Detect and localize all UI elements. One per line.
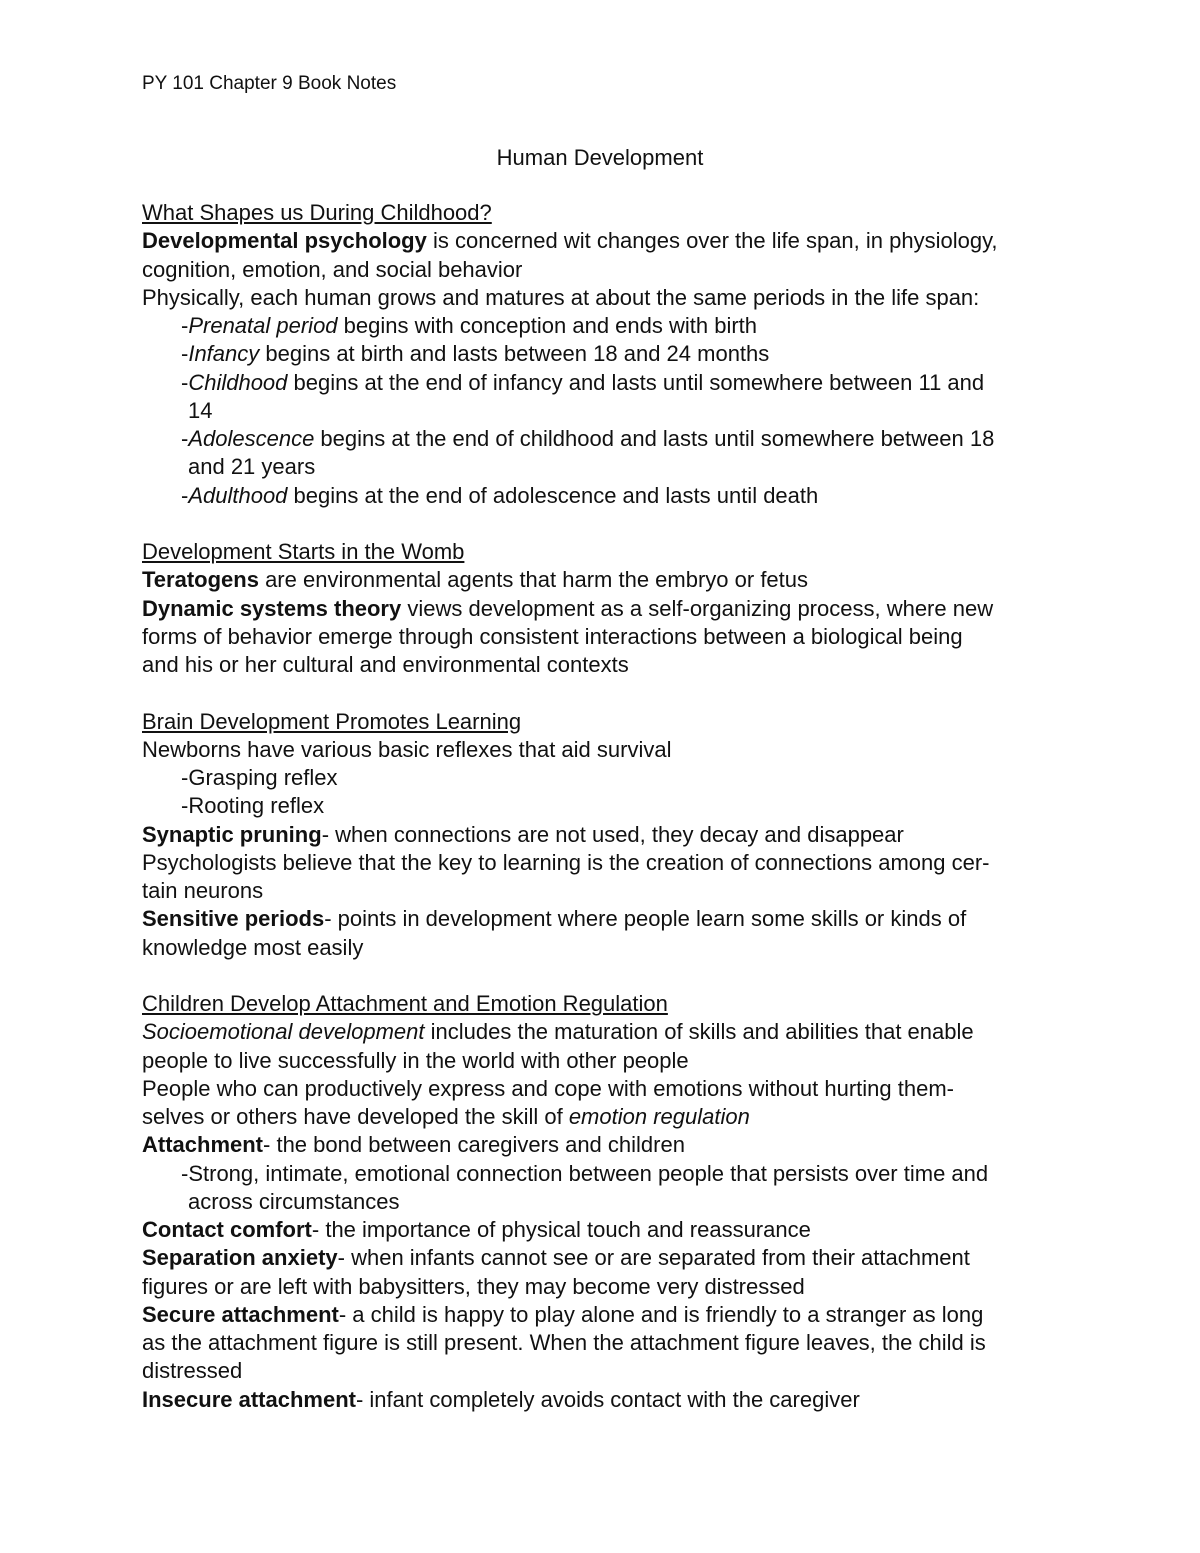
term-insecure-attachment: Insecure attachment	[142, 1386, 356, 1412]
paragraph-emotion-regulation	[142, 1103, 1072, 1131]
paragraph-secure-attachment	[142, 1301, 1072, 1329]
definition-text: begins at the end of adolescence and lasts until death	[287, 482, 819, 508]
term-developmental-psychology: Developmental psychology	[142, 228, 427, 254]
paragraph-contact-comfort	[142, 1216, 1072, 1244]
paragraph-teratogens	[142, 566, 1072, 594]
list-item-adolescence: -Adolescence begins at the end of childhood and lasts until somewhere between 18	[181, 426, 995, 451]
definition-text: - points in development where people learn some skills or kinds of	[324, 906, 967, 932]
term-socioemotional-development: Socioemotional development	[142, 1019, 425, 1045]
definition-text: includes the maturation of skills and abilities that enable	[424, 1019, 974, 1045]
text-line: distressed	[142, 1358, 243, 1384]
term-adolescence: Adolescence	[188, 426, 315, 451]
definition-text: - the bond between caregivers and children	[263, 1132, 685, 1158]
section-heading-attachment: Children Develop Attachment and Emotion Regulation	[142, 991, 668, 1016]
list-item-rooting: -Rooting reflex	[181, 793, 325, 819]
paragraph-dynamic-systems	[142, 595, 1072, 623]
paragraph-synaptic-pruning	[142, 821, 1072, 849]
text-line: Newborns have various basic reflexes that aid survival	[142, 736, 672, 762]
page-title: Human Development	[496, 145, 704, 170]
paragraph-socioemotional	[142, 1018, 1072, 1046]
term-teratogens: Teratogens	[142, 567, 259, 593]
paragraph-insecure-attachment	[142, 1386, 1072, 1414]
list-item-adulthood: -Adulthood begins at the end of adolescence and lasts until death	[181, 482, 819, 508]
paragraph-sensitive-periods	[142, 905, 1072, 933]
text-line: cognition, emotion, and social behavior	[142, 256, 523, 282]
term-infancy: Infancy	[188, 341, 260, 367]
list-item-strong-connection: -Strong, intimate, emotional connection between people that persists over time and	[181, 1160, 989, 1186]
definition-text: - a child is happy to play alone and is friendly to a stranger as long	[338, 1301, 984, 1327]
term-separation-anxiety: Separation anxiety	[142, 1245, 338, 1271]
text-line: Physically, each human grows and matures at about the same periods in the life span:	[142, 284, 980, 310]
paragraph-developmental-psychology	[142, 227, 1072, 255]
spacer	[142, 962, 1072, 990]
spacer	[142, 679, 1072, 707]
term-attachment: Attachment	[142, 1132, 264, 1158]
term-dynamic-systems-theory: Dynamic systems theory	[142, 595, 402, 621]
list-item-childhood: -Childhood begins at the end of infancy and lasts until somewhere between 11 and	[181, 369, 985, 395]
section-heading-childhood: What Shapes us During Childhood?	[142, 200, 492, 225]
list-item-infancy: -Infancy begins at birth and lasts between 18 and 24 months	[181, 341, 770, 367]
definition-text: is concerned wit changes over the life span, in physiology,	[426, 228, 998, 254]
text-line: knowledge most easily	[142, 934, 364, 960]
definition-text: begins at the end of childhood and lasts until somewhere between 18	[314, 426, 995, 451]
text-line: tain neurons	[142, 878, 264, 903]
definition-text: begins at the end of infancy and lasts until somewhere between 11 and	[287, 369, 985, 395]
page-header: PY 101 Chapter 9 Book Notes	[142, 73, 397, 94]
text-line: figures or are left with babysitters, they may become very distressed	[142, 1273, 805, 1299]
definition-text: - the importance of physical touch and reassurance	[311, 1217, 811, 1242]
paragraph-separation-anxiety	[142, 1244, 1072, 1272]
definition-text: are environmental agents that harm the embryo or fetus	[258, 567, 809, 593]
term-adulthood: Adulthood	[188, 482, 288, 508]
term-contact-comfort: Contact comfort	[142, 1217, 312, 1242]
text-line: and his or her cultural and environmental contexts	[142, 652, 629, 677]
section-heading-womb: Development Starts in the Womb	[142, 539, 465, 564]
text-line: forms of behavior emerge through consistent interactions between a biological being	[142, 623, 963, 649]
list-item-prenatal: -Prenatal period begins with conception and ends with birth	[181, 313, 758, 338]
term-secure-attachment: Secure attachment	[142, 1301, 339, 1327]
definition-text: begins at birth and lasts between 18 and 24 months	[259, 341, 770, 367]
paragraph-attachment	[142, 1131, 1072, 1159]
text-line: People who can productively express and cope with emotions without hurting them-	[142, 1075, 955, 1101]
text-line: 14	[188, 397, 213, 423]
definition-text: selves or others have developed the skill of	[142, 1104, 569, 1129]
spacer	[142, 510, 1072, 538]
definition-text: - when infants cannot see or are separated from their attachment	[337, 1245, 970, 1271]
term-emotion-regulation: emotion regulation	[568, 1104, 750, 1129]
text-line: people to live successfully in the world with other people	[142, 1047, 689, 1073]
text-line: as the attachment figure is still present. When the attachment figure leaves, the child is	[142, 1330, 986, 1355]
text-line: across circumstances	[188, 1188, 400, 1214]
document-body	[142, 199, 1072, 1414]
definition-text: views development as a self-organizing process, where new	[401, 595, 994, 621]
term-synaptic-pruning: Synaptic pruning	[142, 821, 322, 847]
definition-text: - infant completely avoids contact with the caregiver	[355, 1386, 860, 1412]
list-item-grasping: -Grasping reflex	[181, 765, 338, 790]
section-heading-brain: Brain Development Promotes Learning	[142, 708, 522, 734]
term-prenatal-period: Prenatal period	[188, 313, 338, 338]
term-sensitive-periods: Sensitive periods	[142, 906, 325, 932]
definition-text: begins with conception and ends with birth	[337, 313, 758, 338]
text-line: Psychologists believe that the key to learning is the creation of connections among cer-	[142, 849, 990, 875]
text-line: and 21 years	[188, 454, 316, 480]
definition-text: - when connections are not used, they decay and disappear	[321, 821, 904, 847]
term-childhood: Childhood	[188, 369, 288, 395]
